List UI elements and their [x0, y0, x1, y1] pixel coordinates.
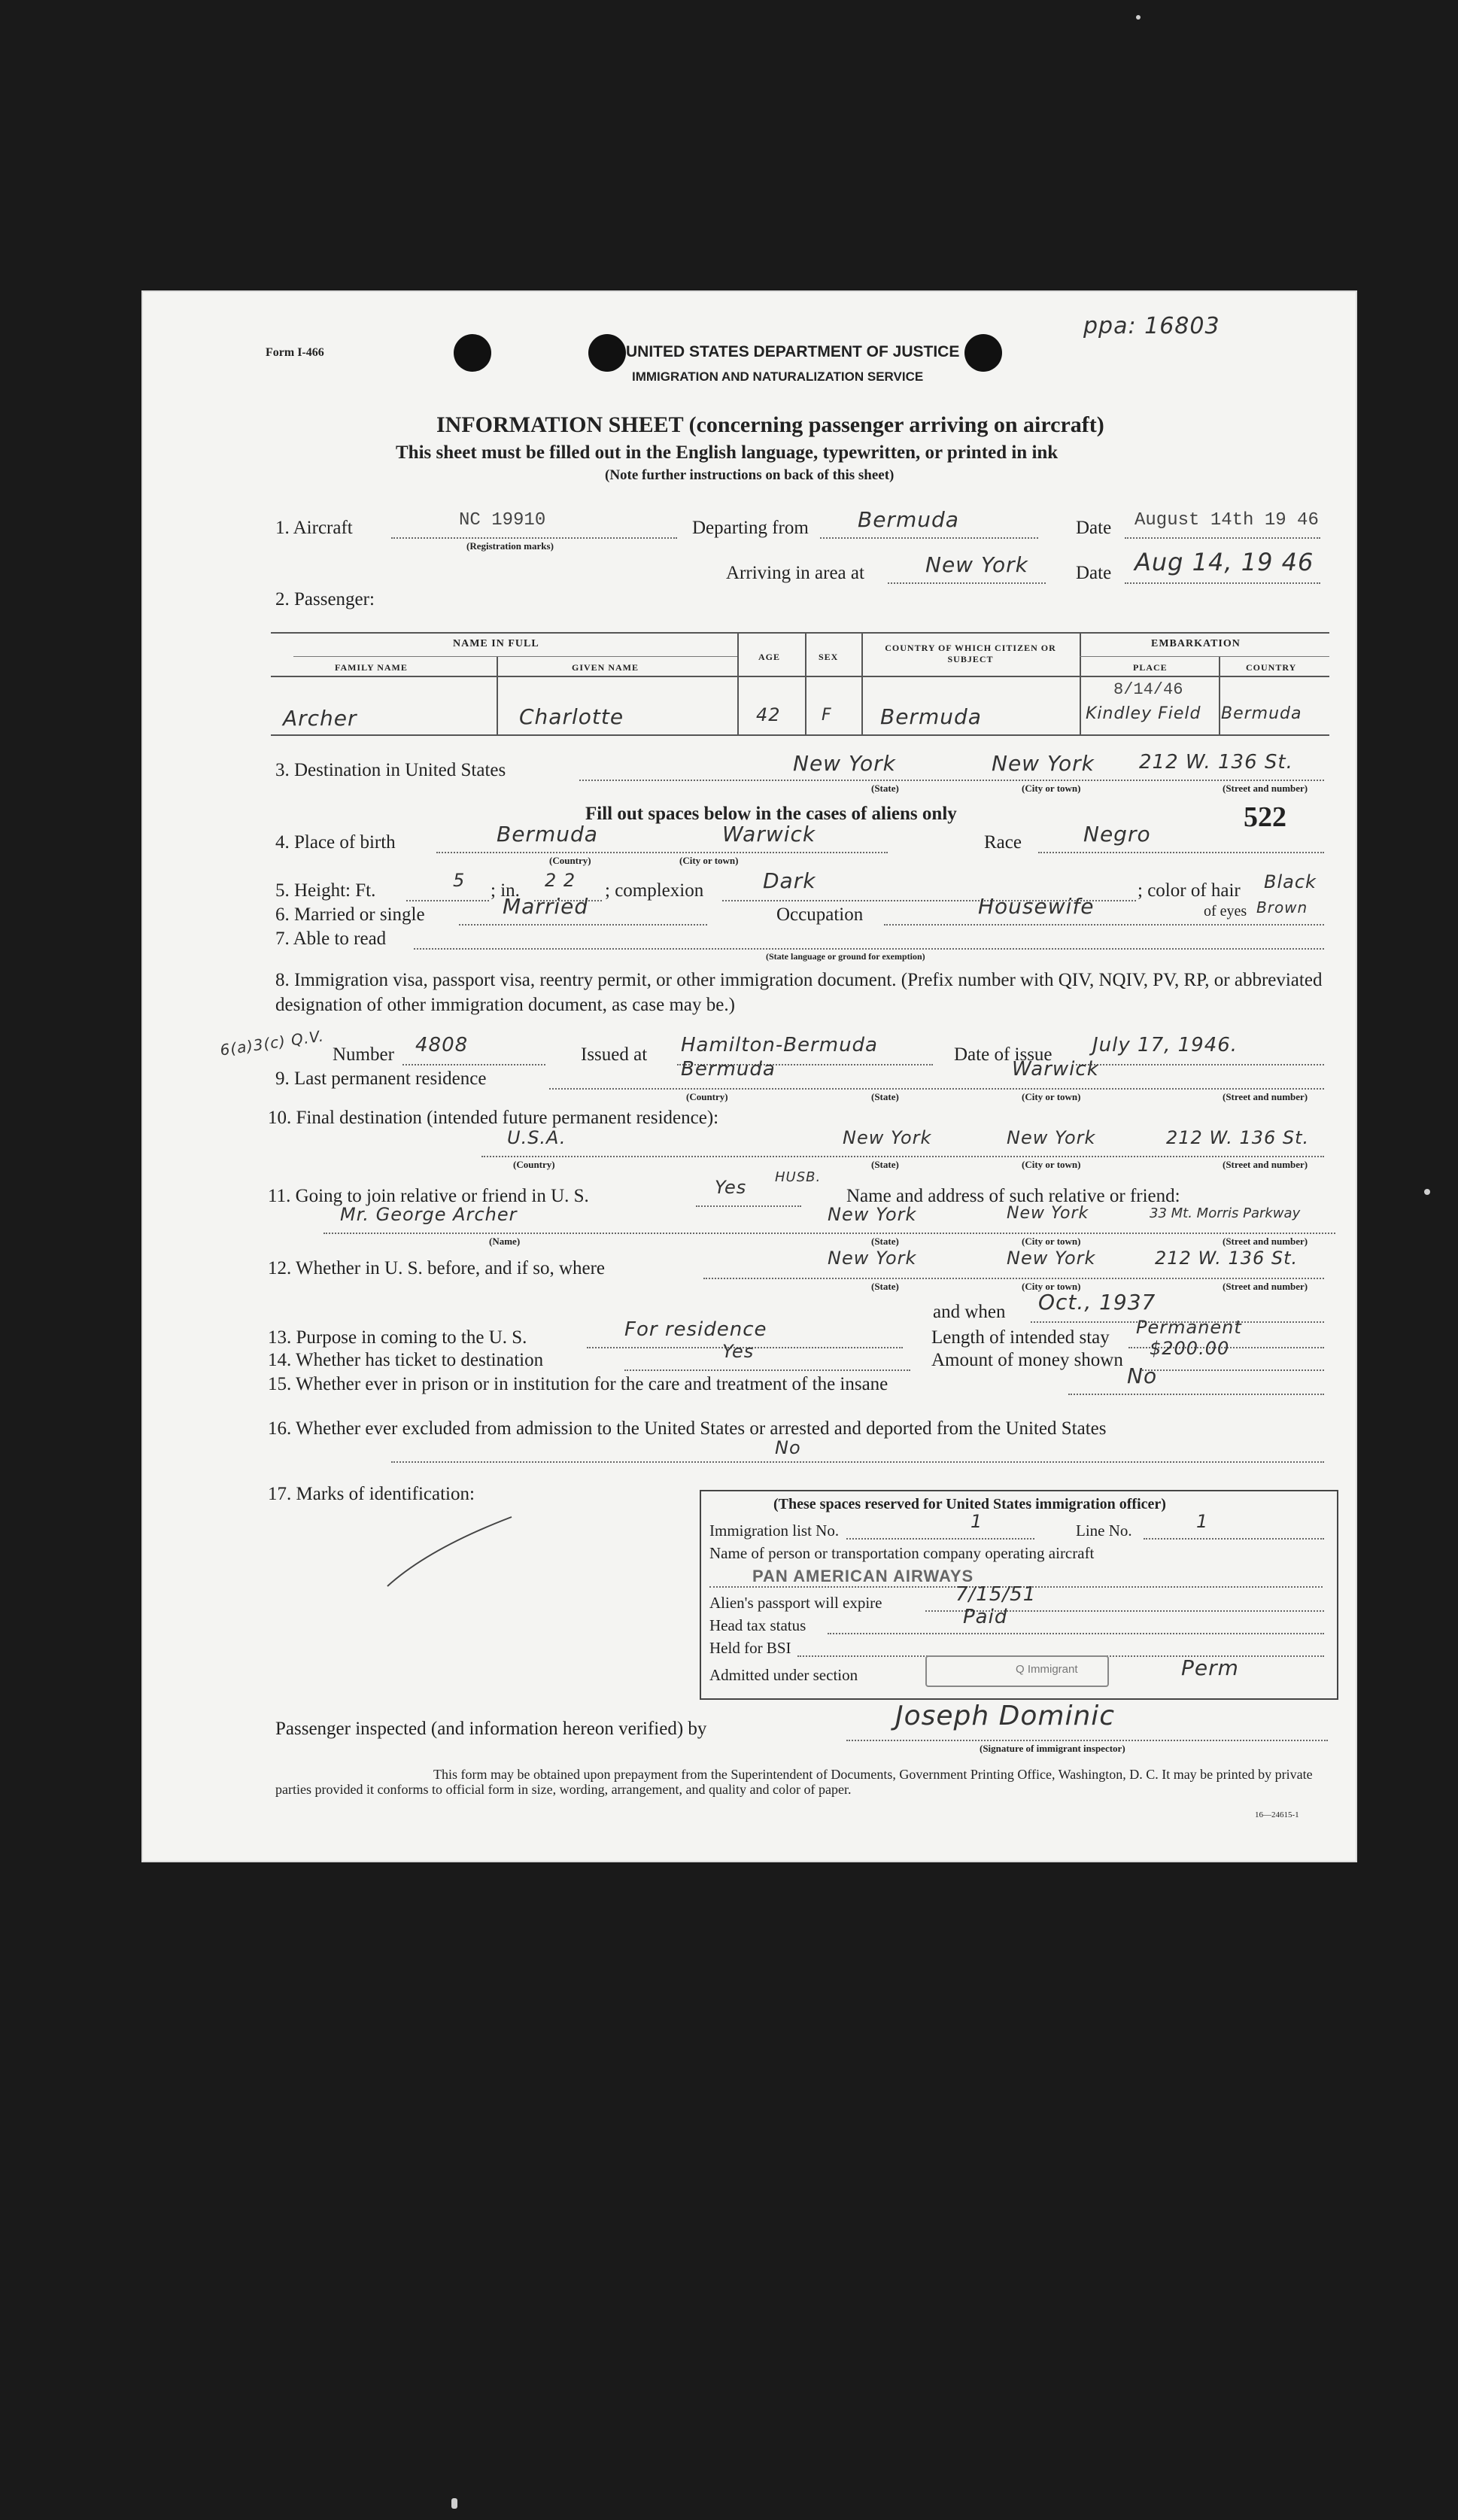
before-state: New York	[828, 1248, 917, 1269]
final-label: 10. Final destination (intended future permanent residence):	[268, 1108, 719, 1128]
caption-res-city: (City or town)	[1022, 1091, 1081, 1102]
final-state: New York	[843, 1127, 932, 1148]
excluded-value: No	[775, 1437, 801, 1458]
col-age: AGE	[758, 652, 781, 662]
relative-street: 33 Mt. Morris Parkway	[1150, 1205, 1301, 1221]
complexion-value: Dark	[763, 868, 816, 893]
read-caption: (State language or ground for exemption)	[766, 951, 925, 962]
tax-value: Paid	[963, 1606, 1008, 1628]
embarkation-country: Bermuda	[1221, 704, 1302, 723]
caption-birth-city: (City or town)	[679, 855, 739, 866]
bsi-label: Held for BSI	[709, 1639, 791, 1657]
col-given-name: GIVEN NAME	[572, 662, 639, 673]
table-header-rule	[271, 676, 1329, 677]
residence-city: Warwick	[1012, 1058, 1099, 1081]
relative-yes: Yes	[715, 1177, 747, 1198]
height-in-label: ; in.	[491, 880, 520, 901]
col-country2: COUNTRY	[1246, 662, 1297, 673]
stay-label: Length of intended stay	[931, 1327, 1110, 1348]
when-label: and when	[933, 1302, 1006, 1322]
visa-margin-note: 6(a)3(c) Q.V.	[219, 1026, 326, 1059]
caption-rel-state: (State)	[871, 1236, 899, 1247]
department-name: UNITED STATES DEPARTMENT OF JUSTICE	[626, 343, 960, 360]
caption-final-city: (City or town)	[1022, 1159, 1081, 1170]
hair-value: Black	[1264, 871, 1317, 892]
relative-state: New York	[828, 1204, 917, 1225]
date-of-issue: July 17, 1946.	[1092, 1034, 1238, 1056]
caption-final-state: (State)	[871, 1159, 899, 1170]
col-embarkation: EMBARKATION	[1151, 638, 1241, 649]
passport-label: Alien's passport will expire	[709, 1594, 882, 1612]
caption-before-street: (Street and number)	[1223, 1281, 1308, 1292]
race-label: Race	[984, 832, 1022, 853]
residence-label: 9. Last permanent residence	[275, 1068, 487, 1089]
registration-caption: (Registration marks)	[466, 540, 554, 552]
admitted-label: Admitted under section	[709, 1666, 858, 1684]
date2-label: Date	[1076, 563, 1112, 583]
table-top-rule	[271, 632, 1329, 634]
line-value: 1	[1196, 1511, 1209, 1532]
relative-name-label: Name and address of such relative or friend:	[846, 1186, 1180, 1206]
visa-number-label: Number	[333, 1044, 394, 1065]
arriving-label: Arriving in area at	[726, 563, 864, 583]
col-name-in-full: NAME IN FULL	[453, 638, 539, 649]
citizen-country: Bermuda	[880, 704, 982, 729]
destination-city: New York	[992, 751, 1095, 776]
arriving-value: New York	[925, 552, 1028, 577]
birth-city: Warwick	[722, 822, 816, 847]
final-country: U.S.A.	[507, 1127, 566, 1148]
occupation-label: Occupation	[776, 904, 864, 925]
caption-final-country: (Country)	[513, 1159, 555, 1170]
when-value: Oct., 1937	[1038, 1290, 1156, 1315]
tax-label: Head tax status	[709, 1616, 806, 1634]
admitted-value: Perm	[1181, 1655, 1239, 1680]
caption-state: (State)	[871, 783, 899, 794]
purpose-value: For residence	[624, 1318, 767, 1341]
caption-rel-street: (Street and number)	[1223, 1236, 1308, 1247]
aircraft-label: 1. Aircraft	[275, 518, 353, 538]
married-value: Married	[503, 894, 589, 919]
height-ft-label: 5. Height: Ft.	[275, 880, 376, 901]
read-label: 7. Able to read	[275, 929, 387, 949]
form-instruction: This sheet must be filled out in the English language, typewritten, or printed in ink	[396, 442, 1059, 463]
height-ft: 5	[453, 870, 466, 891]
caption-before-state: (State)	[871, 1281, 899, 1292]
punch-hole	[588, 334, 626, 372]
money-value: $200.00	[1150, 1338, 1230, 1359]
marks-label: 17. Marks of identification:	[268, 1484, 475, 1504]
issued-at: Hamilton-Bermuda	[681, 1034, 878, 1056]
departing-value: Bermuda	[858, 507, 959, 532]
col-family-name: FAMILY NAME	[335, 662, 408, 673]
departure-date: August 14th 19 46	[1135, 510, 1319, 530]
officer-box-title: (These spaces reserved for United States immigration officer)	[773, 1496, 1166, 1512]
departing-label: Departing from	[692, 518, 809, 538]
prison-label: 15. Whether ever in prison or in institution for the care and treatment of the insane	[268, 1374, 888, 1394]
hair-label: ; color of hair	[1138, 880, 1241, 901]
document-page	[143, 292, 1356, 1861]
birth-label: 4. Place of birth	[275, 832, 396, 853]
sex: F	[822, 706, 832, 725]
line-label: Line No.	[1076, 1521, 1132, 1540]
list-label: Immigration list No.	[709, 1521, 840, 1540]
destination-label: 3. Destination in United States	[275, 760, 506, 780]
stamp-number: ppa: 16803	[1083, 313, 1220, 339]
embarkation-date: 8/14/46	[1113, 680, 1183, 699]
col-place: PLACE	[1133, 662, 1168, 673]
admitted-stamp-text: Q Immigrant	[1016, 1663, 1078, 1676]
passenger-label: 2. Passenger:	[275, 589, 375, 609]
date-label: Date	[1076, 518, 1112, 538]
caption-res-country: (Country)	[686, 1091, 728, 1102]
relative-husb: HUSB.	[775, 1169, 822, 1185]
relative-city: New York	[1007, 1204, 1089, 1223]
punch-hole	[454, 334, 491, 372]
passport-value: 7/15/51	[955, 1583, 1037, 1606]
destination-state: New York	[793, 751, 896, 776]
ticket-label: 14. Whether has ticket to destination	[268, 1350, 544, 1370]
company-value: PAN AMERICAN AIRWAYS	[752, 1567, 974, 1585]
inspected-label: Passenger inspected (and information hereon verified) by	[275, 1719, 707, 1739]
col-sex: SEX	[819, 652, 839, 662]
aircraft-registration: NC 19910	[459, 510, 546, 530]
scan-speck	[1424, 1189, 1430, 1195]
stay-value: Permanent	[1136, 1317, 1242, 1338]
arrival-date: Aug 14, 19 46	[1135, 548, 1314, 576]
embarkation-place: Kindley Field	[1086, 704, 1201, 723]
occupation-value: Housewife	[978, 894, 1095, 919]
footer-text: This form may be obtained upon prepayment from the Superintendent of Documents, Government Printing Office, Washington, D. C. It may be printed by private parties provided it conforms to official form in size, wording, arrangement, and quality and color of paper.	[275, 1767, 1313, 1797]
pen-stroke	[384, 1511, 519, 1594]
birth-country: Bermuda	[497, 822, 598, 847]
married-label: 6. Married or single	[275, 904, 425, 925]
inspector-signature: Joseph Dominic	[895, 1701, 1116, 1731]
scan-speck	[1136, 15, 1141, 20]
purpose-label: 13. Purpose in coming to the U. S.	[268, 1327, 527, 1348]
family-name: Archer	[283, 706, 357, 731]
eyes-value: Brown	[1256, 898, 1308, 917]
destination-street: 212 W. 136 St.	[1139, 751, 1293, 774]
final-street: 212 W. 136 St.	[1166, 1127, 1310, 1148]
footer-code: 16—24615-1	[1255, 1810, 1299, 1819]
visa-number: 4808	[415, 1034, 469, 1056]
money-label: Amount of money shown	[931, 1350, 1123, 1370]
table-bottom-rule	[271, 734, 1329, 736]
caption-final-street: (Street and number)	[1223, 1159, 1308, 1170]
form-number: Form I-466	[266, 346, 324, 359]
caption-rel-city: (City or town)	[1022, 1236, 1081, 1247]
residence-country: Bermuda	[681, 1058, 776, 1081]
given-name: Charlotte	[519, 704, 624, 729]
eyes-label: of eyes	[1204, 903, 1247, 920]
punch-hole	[964, 334, 1002, 372]
age: 42	[756, 704, 781, 725]
form-note: (Note further instructions on back of this sheet)	[605, 467, 895, 483]
scan-speck	[451, 2498, 457, 2509]
inspector-caption: (Signature of immigrant inspector)	[980, 1743, 1125, 1754]
visa-label: 8. Immigration visa, passport visa, reentry permit, or other immigration document. (Prefix number with QIV, NQIV, PV, RP, or abbreviated designation of other immigration document, as case may be.)	[275, 970, 1323, 1015]
relative-name: Mr. George Archer	[340, 1204, 518, 1225]
complexion-label: ; complexion	[605, 880, 704, 901]
col-country: COUNTRY OF WHICH CITIZEN OR SUBJECT	[885, 643, 1056, 664]
doi-label: Date of issue	[954, 1044, 1052, 1065]
caption-street: (Street and number)	[1223, 783, 1308, 794]
caption-city: (City or town)	[1022, 783, 1081, 794]
caption-before-city: (City or town)	[1022, 1281, 1081, 1292]
company-label: Name of person or transportation company operating aircraft	[709, 1544, 1095, 1562]
caption-res-state: (State)	[871, 1091, 899, 1102]
final-city: New York	[1007, 1127, 1096, 1148]
form-title: INFORMATION SHEET (concerning passenger arriving on aircraft)	[436, 412, 1104, 437]
ticket-value: Yes	[722, 1341, 755, 1362]
aliens-number: 522	[1244, 801, 1286, 833]
race-value: Negro	[1083, 822, 1151, 847]
issued-label: Issued at	[581, 1044, 648, 1065]
caption-birth-country: (Country)	[549, 855, 591, 866]
before-label: 12. Whether in U. S. before, and if so, where	[268, 1258, 606, 1278]
before-street: 212 W. 136 St.	[1155, 1248, 1299, 1269]
service-name: IMMIGRATION AND NATURALIZATION SERVICE	[632, 369, 924, 384]
aliens-header: Fill out spaces below in the cases of aliens only	[585, 804, 957, 824]
caption-res-street: (Street and number)	[1223, 1091, 1308, 1102]
list-value: 1	[970, 1511, 983, 1532]
height-in: 2 2	[545, 870, 576, 891]
caption-rel-name: (Name)	[489, 1236, 521, 1247]
relative-label: 11. Going to join relative or friend in U. S.	[268, 1186, 589, 1206]
prison-value: No	[1127, 1363, 1158, 1388]
excluded-label: 16. Whether ever excluded from admission to the United States or arrested and deported from the United States	[268, 1418, 1107, 1439]
before-city: New York	[1007, 1248, 1096, 1269]
